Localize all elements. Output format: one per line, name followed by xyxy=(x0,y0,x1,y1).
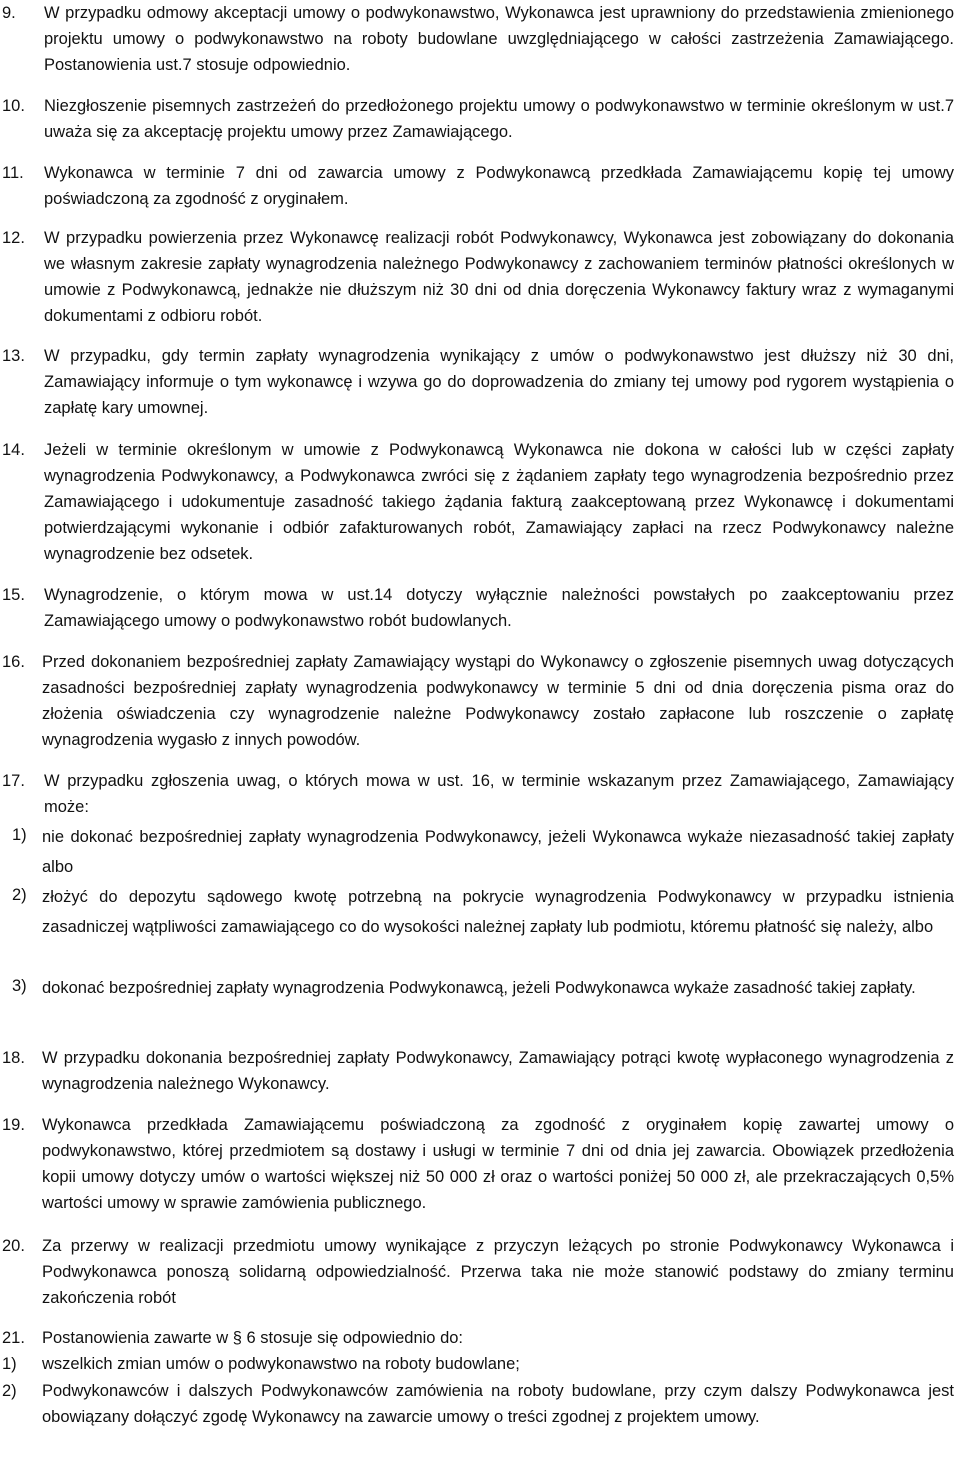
paragraph-9 xyxy=(0,0,958,78)
paragraph-20 xyxy=(0,1233,958,1311)
list-item-text: złożyć do depozytu sądowego kwotę potrzebną na pokrycie wynagrodzenia Podwykonawcy w przypadku istnienia zasadniczej wątpliwości zamawiającego co do wysokości należnej zapłaty lub podmiotu, któremu płatność się należy, albo xyxy=(42,888,954,936)
paragraph-number: 21. xyxy=(2,1329,25,1347)
paragraph-text: W przypadku odmowy akceptacji umowy o podwykonawstwo, Wykonawca jest uprawniony do przedstawienia zmienionego projektu umowy o podwykonawstwo na roboty budowlane uwzględniającego w całości zastrzeżenia Zamawiającego. Postanowienia ust.7 stosuje odpowiednio. xyxy=(44,4,954,74)
paragraph-text: W przypadku powierzenia przez Wykonawcę realizacji robót Podwykonawcy, Wykonawca jest zobowiązany do dokonania we własnym zakresie zapłaty wynagrodzenia należnego Podwykonawcy z zachowaniem terminów płatności określonych w umowie z Podwykonawcą, jednakże nie dłuższym niż 30 dni od dnia doręczenia Wykonawcy faktury wraz z wymaganymi dokumentami z odbioru robót. xyxy=(44,229,954,325)
paragraph-number: 15. xyxy=(2,586,25,604)
paragraph-text: Wykonawca przedkłada Zamawiającemu poświadczoną za zgodność z oryginałem kopię zawartej umowy o podwykonawstwo, której przedmiotem są dostawy i usługi w terminie 7 dni od dnia jej zawarcia. Obowiązek przedłożenia kopii umowy dotyczy umów o wartości większej niż 50 000 zł oraz o wartości poniżej 50 000 zł, ale przekraczających 0,5% wartości umowy w sprawie zamówienia publicznego. xyxy=(42,1116,954,1212)
paragraph-text: W przypadku, gdy termin zapłaty wynagrodzenia wynikający z umów o podwykonawstwo jest dłuższy niż 30 dni, Zamawiający informuje o tym wykonawcę i wzywa go do doprowadzenia do zmiany tej umowy pod rygorem wystąpienia o zapłatę kary umownej. xyxy=(44,347,954,417)
paragraph-10 xyxy=(0,93,958,145)
list-item-number: 2) xyxy=(2,1382,17,1400)
paragraph-21 xyxy=(0,1325,958,1351)
paragraph-text: Wynagrodzenie, o którym mowa w ust.14 dotyczy wyłącznie należności powstałych po zaakceptowaniu przez Zamawiającego umowy o podwykonawstwo robót budowlanych. xyxy=(44,586,954,630)
paragraph-number: 11. xyxy=(2,164,24,182)
paragraph-text: Postanowienia zawarte w § 6 stosuje się odpowiednio do: xyxy=(42,1329,464,1347)
paragraph-12 xyxy=(0,225,958,329)
paragraph-number: 20. xyxy=(2,1237,25,1255)
list-item-17-3 xyxy=(0,973,958,1033)
paragraph-number: 18. xyxy=(2,1049,25,1067)
paragraph-number: 19. xyxy=(2,1116,25,1134)
paragraph-19 xyxy=(0,1112,958,1216)
paragraph-number: 16. xyxy=(2,653,25,671)
paragraph-number: 9. xyxy=(2,4,16,22)
paragraph-17 xyxy=(0,768,958,820)
paragraph-text: W przypadku dokonania bezpośredniej zapłaty Podwykonawcy, Zamawiający potrąci kwotę wypłaconego wynagrodzenia z wynagrodzenia należnego Wykonawcy. xyxy=(42,1049,954,1093)
paragraph-14 xyxy=(0,437,958,567)
paragraph-18 xyxy=(0,1045,958,1097)
list-item-text: dokonać bezpośredniej zapłaty wynagrodzenia Podwykonawcą, jeżeli Podwykonawca wykaże zasadność takiej zapłaty. xyxy=(42,979,916,997)
paragraph-number: 14. xyxy=(2,441,25,459)
list-item-number: 1) xyxy=(2,1355,17,1373)
list-item-17-2 xyxy=(0,882,958,974)
list-item-21-2 xyxy=(0,1378,958,1456)
paragraph-text: Przed dokonaniem bezpośredniej zapłaty Zamawiający wystąpi do Wykonawcy o zgłoszenie pisemnych uwag dotyczących zasadności bezpośredniej zapłaty wynagrodzenia podwykonawcy w terminie 5 dni od dnia doręczenia pisma oraz do złożenia oświadczenia czy wynagrodzenie należne Podwykonawcy zostało zapłacone lub roszczenie o zapłatę wynagrodzenia wygasło z innych powodów. xyxy=(42,653,954,749)
paragraph-text: Za przerwy w realizacji przedmiotu umowy wynikające z przyczyn leżących po stronie Podwykonawcy Wykonawca i Podwykonawca ponoszą solidarną odpowiedzialność. Przerwa taka nie może stanowić podstawy do zmiany terminu zakończenia robót xyxy=(42,1237,954,1307)
list-item-21-1 xyxy=(0,1351,958,1377)
list-item-text: nie dokonać bezpośredniej zapłaty wynagrodzenia Podwykonawcy, jeżeli Wykonawca wykaże niezasadność takiej zapłaty albo xyxy=(42,828,954,876)
list-item-number: 3) xyxy=(12,977,27,995)
paragraph-text: Wykonawca w terminie 7 dni od zawarcia umowy z Podwykonawcą przedkłada Zamawiającemu kopię tej umowy poświadczoną za zgodność z oryginałem. xyxy=(44,164,954,208)
list-item-17-1 xyxy=(0,822,958,882)
paragraph-number: 10. xyxy=(2,97,25,115)
list-item-text: wszelkich zmian umów o podwykonawstwo na roboty budowlane; xyxy=(42,1355,520,1373)
paragraph-number: 13. xyxy=(2,347,25,365)
paragraph-16 xyxy=(0,649,958,753)
paragraph-15 xyxy=(0,582,958,634)
paragraph-text: Niezgłoszenie pisemnych zastrzeżeń do przedłożonego projektu umowy o podwykonawstwo w terminie określonym w ust.7 uważa się za akceptację projektu umowy przez Zamawiającego. xyxy=(44,97,954,141)
paragraph-11 xyxy=(0,160,958,212)
list-item-text: Podwykonawców i dalszych Podwykonawców zamówienia na roboty budowlane, przy czym dalszy Podwykonawca jest obowiązany dołączyć zgodę Wykonawcy na zawarcie umowy o treści zgodnej z projektem umowy. xyxy=(42,1382,954,1426)
paragraph-text: W przypadku zgłoszenia uwag, o których mowa w ust. 16, w terminie wskazanym przez Zamawiającego, Zamawiający może: xyxy=(44,772,954,816)
list-item-number: 1) xyxy=(12,826,27,844)
paragraph-number: 17. xyxy=(2,772,25,790)
list-item-number: 2) xyxy=(12,886,27,904)
paragraph-text: Jeżeli w terminie określonym w umowie z Podwykonawcą Wykonawca nie dokona w całości lub w części zapłaty wynagrodzenia Podwykonawcy, a Podwykonawca zwróci się z żądaniem zapłaty tego wynagrodzenia bezpośrednio przez Zamawiającego i udokumentuje zasadność takiego żądania fakturą zaakceptowaną przez Wykonawcę i dokumentami potwierdzającymi wykonanie i odbiór zafakturowanych robót, Zamawiający zapłaci na rzecz Podwykonawcy należne wynagrodzenie bez odsetek. xyxy=(44,441,954,563)
paragraph-number: 12. xyxy=(2,229,25,247)
paragraph-13 xyxy=(0,343,958,421)
